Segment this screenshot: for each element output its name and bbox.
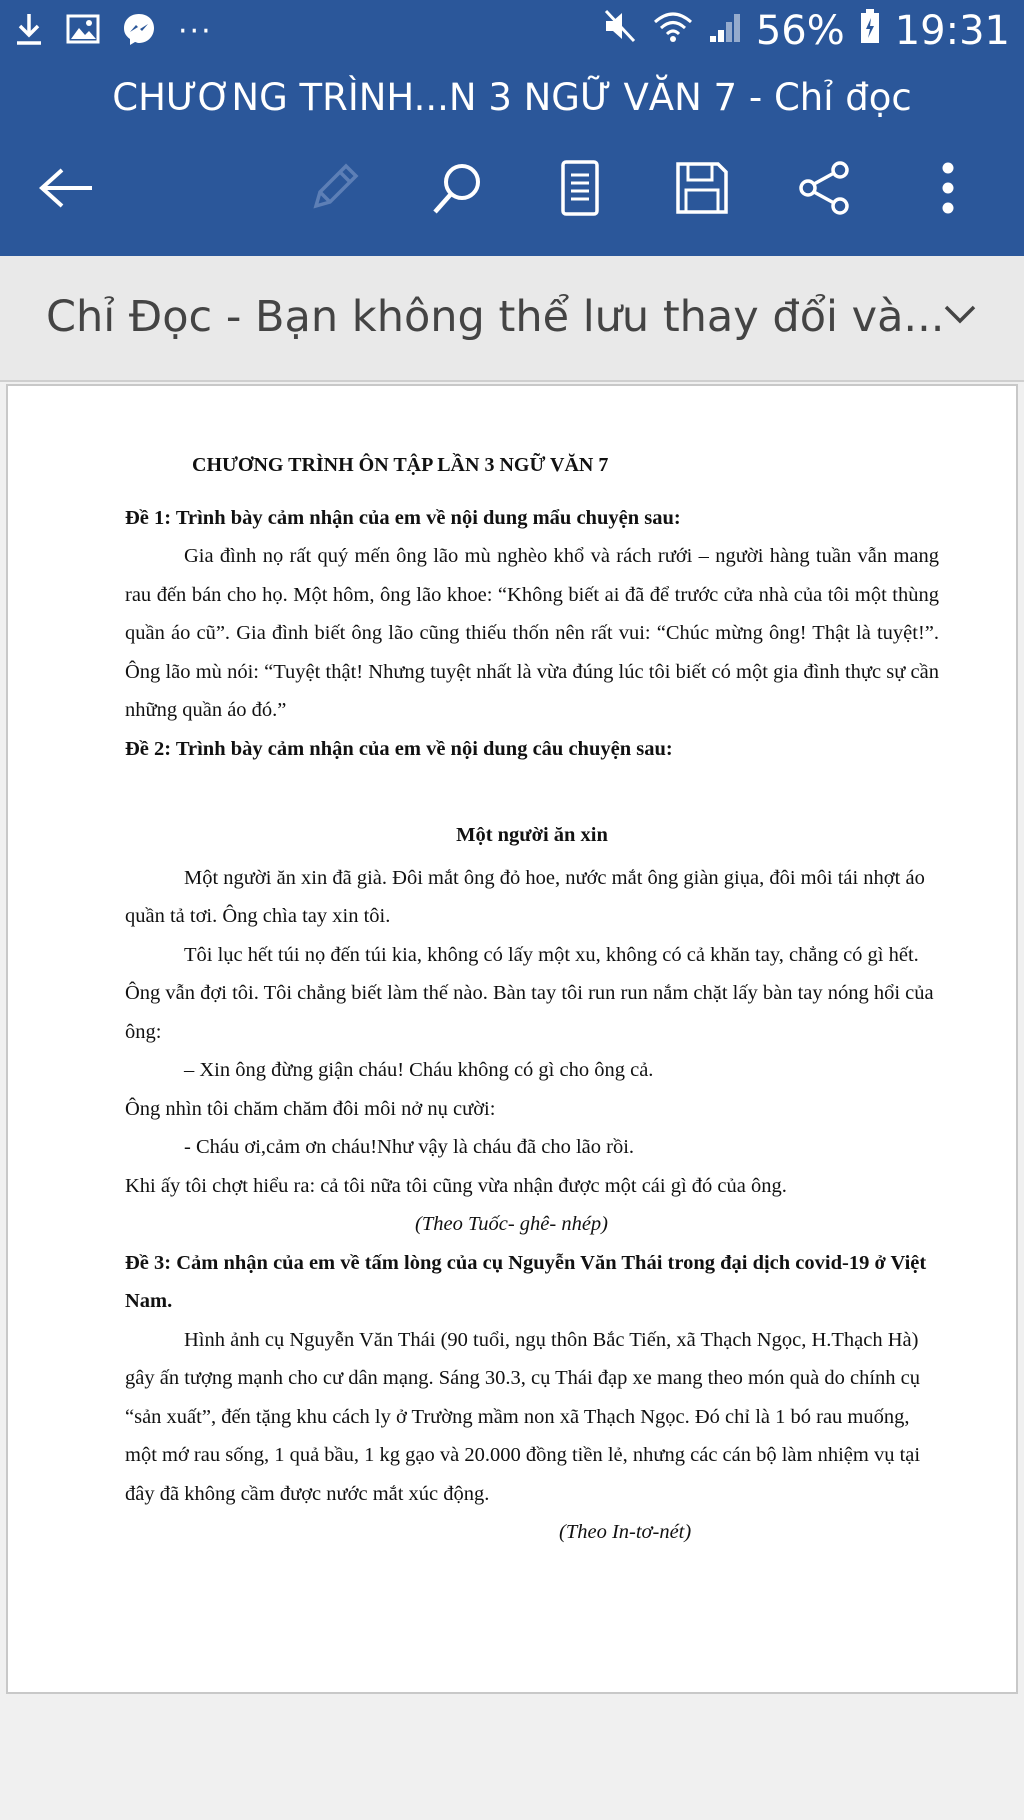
mobile-view-icon xyxy=(558,159,602,221)
status-bar xyxy=(0,0,1024,64)
search-icon xyxy=(430,160,486,220)
image-icon xyxy=(66,14,100,48)
story-paragraph: Một người ăn xin đã già. Đôi mắt ông đỏ hoe, nước mắt ông giàn giụa, đôi môi tái nhợt áo quần tả tơi. Ông chìa tay xin tôi. xyxy=(125,866,925,927)
download-icon xyxy=(14,12,44,50)
story-paragraph: – Xin ông đừng giận cháu! Cháu không có gì cho ông cả. xyxy=(184,1059,654,1081)
toolbar xyxy=(0,150,1024,230)
de1-title: Đề 1: Trình bày cảm nhận của em về nội dung mẩu chuyện sau: xyxy=(125,506,681,529)
signal-icon xyxy=(708,8,742,54)
de3-text: Hình ảnh cụ Nguyễn Văn Thái (90 tuổi, ngụ thôn Bắc Tiến, xã Thạch Ngọc, H.Thạch Hà) gây ấn tượng mạnh cho cư dân mạng. Sáng 30.3, cụ Thái đạp xe mang theo món quà do chính cụ “sản xuất”, đến tặng khu cách ly ở Trường mầm non xã Thạch Ngọc. Đó chỉ là 1 bó rau muống, một mớ rau sống, 1 quả bầu, 1 kg gạo và 20.000 đồng tiền lẻ, nhưng các cán bộ làm nhiệm vụ tại đây đã không cầm được nước mắt xúc động. xyxy=(125,1328,921,1505)
wifi-icon xyxy=(652,8,694,54)
battery-level: 56% xyxy=(755,8,845,54)
document-page xyxy=(6,384,1018,1694)
share-icon xyxy=(796,160,852,220)
back-button[interactable] xyxy=(34,158,98,222)
save-button[interactable] xyxy=(670,158,734,222)
chevron-down-icon[interactable] xyxy=(942,296,978,336)
app-bar xyxy=(0,0,1024,256)
messenger-icon xyxy=(122,12,156,50)
mobile-view-button[interactable] xyxy=(548,158,612,222)
read-only-banner[interactable] xyxy=(0,256,1024,382)
story-paragraph: Khi ấy tôi chợt hiểu ra: cả tôi nữa tôi cũng vừa nhận được một cái gì đó của ông. xyxy=(125,1174,787,1197)
more-options-button[interactable] xyxy=(916,158,980,222)
edit-button[interactable] xyxy=(302,158,366,222)
de1-text: Gia đình nọ rất quý mến ông lão mù nghèo khổ và rách rưới – người hàng tuần vẫn mang rau đến bán cho họ. Một hôm, ông lão khoe: “Không biết ai đã để trước cửa nhà của tôi một thùng quần áo cũ”. Gia đình biết ông lão cũng thiếu thốn nên rất vui: “Chúc mừng ông! Thật là tuyệt!”. Ông lão mù nói: “Tuyệt thật! Nhưng tuyệt nhất là vừa đúng lúc tôi biết có một gia đình thực sự cần những quần áo đó.” xyxy=(125,545,939,721)
battery-icon xyxy=(859,8,881,54)
story-paragraph: Ông nhìn tôi chăm chăm đôi môi nở nụ cười: xyxy=(125,1097,496,1120)
de3-title: Đề 3: Cảm nhận của em về tấm lòng của cụ Nguyễn Văn Thái trong đại dịch covid-19 ở Việt Nam. xyxy=(125,1251,927,1312)
save-icon xyxy=(674,160,730,220)
edit-icon xyxy=(306,160,362,220)
more-notifications: ··· xyxy=(178,13,213,49)
share-button[interactable] xyxy=(792,158,856,222)
story-paragraph: Tôi lục hết túi nọ đến túi kia, không có lấy một xu, không có cả khăn tay, chẳng có gì hết. Ông vẫn đợi tôi. Tôi chẳng biết làm thế nào. Bàn tay tôi run run nắm chặt lấy bàn tay nóng hổi của ông: xyxy=(125,943,934,1043)
more-icon xyxy=(938,160,958,220)
search-button[interactable] xyxy=(426,158,490,222)
mute-icon xyxy=(602,8,638,54)
de2-title: Đề 2: Trình bày cảm nhận của em về nội dung câu chuyện sau: xyxy=(125,737,673,760)
document-title: CHƯƠNG TRÌNH...N 3 NGỮ VĂN 7 - Chỉ đọc xyxy=(112,76,912,119)
document-body xyxy=(125,446,939,1552)
document-heading: CHƯƠNG TRÌNH ÔN TẬP LẦN 3 NGỮ VĂN 7 xyxy=(192,454,609,476)
back-icon xyxy=(38,166,94,214)
read-only-message: Chỉ Đọc - Bạn không thể lưu thay đổi và... xyxy=(46,292,945,342)
clock: 19:31 xyxy=(894,8,1010,54)
story-paragraph: - Cháu ơi,cảm ơn cháu!Như vậy là cháu đã cho lão rồi. xyxy=(184,1136,635,1158)
story-title: Một người ăn xin xyxy=(456,824,608,846)
story-source: (Theo Tuốc- ghê- nhép) xyxy=(415,1213,608,1235)
de3-source: (Theo In-tơ-nét) xyxy=(559,1521,692,1543)
